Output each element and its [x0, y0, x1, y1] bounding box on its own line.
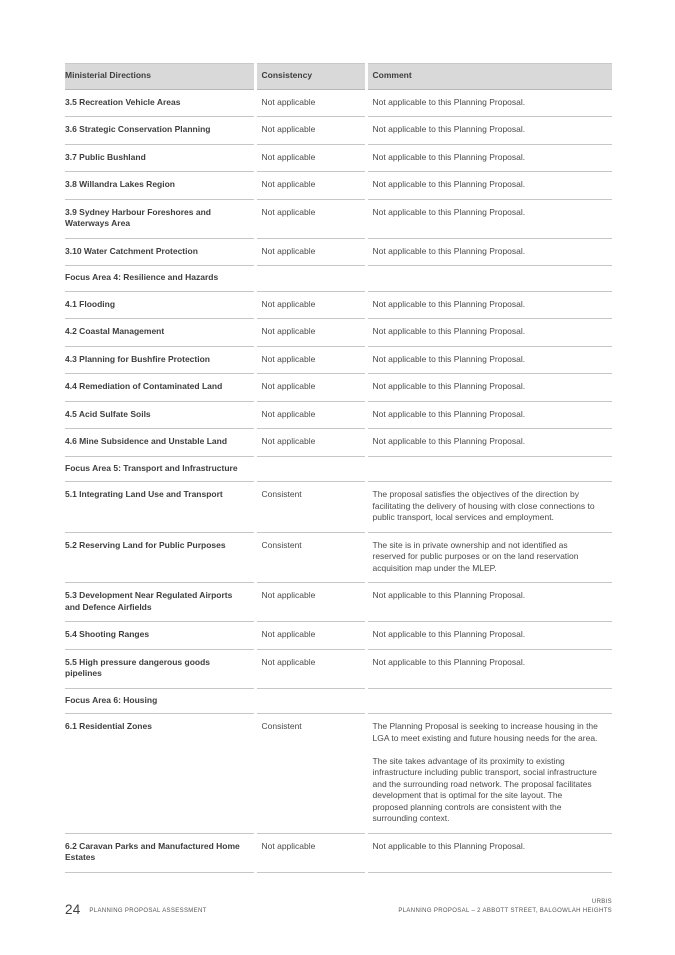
direction-cell: 4.2 Coastal Management [65, 319, 255, 347]
comment-cell [366, 346, 612, 374]
comment-paragraph: Not applicable to this Planning Proposal. [372, 151, 526, 162]
table-row [65, 482, 612, 533]
consistency-cell: Not applicable [255, 346, 366, 374]
section-title: Focus Area 6: Housing [65, 688, 612, 714]
table-row [65, 238, 612, 266]
table-row [65, 429, 612, 457]
comment-cell [366, 144, 612, 172]
comment-cell [366, 117, 612, 145]
comment-paragraph: Not applicable to this Planning Proposal. [372, 408, 526, 419]
comment-paragraph: Not applicable to this Planning Proposal. [372, 245, 526, 256]
consistency-cell: Not applicable [255, 374, 366, 402]
table-row [65, 622, 612, 650]
consistency-cell: Not applicable [255, 238, 366, 266]
comment-cell [366, 649, 612, 688]
section-row [65, 688, 612, 714]
comment-cell [366, 482, 612, 533]
page-number: 24 [65, 902, 81, 917]
direction-cell: 4.6 Mine Subsidence and Unstable Land [65, 429, 255, 457]
comment-cell [366, 291, 612, 319]
direction-cell: 3.7 Public Bushland [65, 144, 255, 172]
comment-cell [366, 172, 612, 200]
comment-cell [366, 89, 612, 117]
comment-paragraph: Not applicable to this Planning Proposal. [372, 840, 526, 851]
table-row [65, 89, 612, 117]
direction-cell: 3.5 Recreation Vehicle Areas [65, 89, 255, 117]
comment-paragraph: Not applicable to this Planning Proposal. [372, 96, 526, 107]
section-title: Focus Area 5: Transport and Infrastructure [65, 456, 612, 482]
table-row [65, 199, 612, 238]
table-row [65, 374, 612, 402]
consistency-cell: Not applicable [255, 401, 366, 429]
direction-cell: 6.2 Caravan Parks and Manufactured Home Estates [65, 833, 255, 872]
direction-cell: 3.6 Strategic Conservation Planning [65, 117, 255, 145]
comment-cell [366, 429, 612, 457]
direction-cell: 5.2 Reserving Land for Public Purposes [65, 532, 255, 583]
comment-cell [366, 833, 612, 872]
section-title: Focus Area 4: Resilience and Hazards [65, 266, 612, 292]
consistency-cell: Not applicable [255, 833, 366, 872]
consistency-cell: Not applicable [255, 291, 366, 319]
direction-cell: 4.5 Acid Sulfate Soils [65, 401, 255, 429]
direction-cell: 4.4 Remediation of Contaminated Land [65, 374, 255, 402]
table-row [65, 172, 612, 200]
consistency-cell: Not applicable [255, 144, 366, 172]
comment-cell [366, 401, 612, 429]
consistency-cell: Consistent [255, 532, 366, 583]
comment-cell [366, 532, 612, 583]
consistency-cell: Not applicable [255, 117, 366, 145]
footer-left [65, 903, 207, 916]
page-footer [65, 898, 612, 916]
section-row [65, 456, 612, 482]
comment-paragraph: Not applicable to this Planning Proposal. [372, 629, 526, 639]
comment-cell [366, 238, 612, 266]
comment-paragraph: Not applicable to this Planning Proposal. [372, 298, 526, 309]
comment-paragraph: The site takes advantage of its proximity to existing infrastructure including public transport, social infrastructure and the surrounding road network. The proposal facilitates development that is optimal for the site layout. The proposed planning controls are consistent with the surrounding context. [372, 755, 597, 823]
comment-paragraph: Not applicable to this Planning Proposal. [372, 353, 526, 364]
section-row [65, 266, 612, 292]
direction-cell: 3.10 Water Catchment Protection [65, 238, 255, 266]
direction-cell: 5.1 Integrating Land Use and Transport [65, 482, 255, 533]
direction-cell: 4.1 Flooding [65, 291, 255, 319]
column-header-consistency: Consistency [255, 64, 366, 90]
table-row [65, 649, 612, 688]
table-row [65, 583, 612, 622]
consistency-cell: Not applicable [255, 583, 366, 622]
table-row [65, 532, 612, 583]
header-row [65, 64, 612, 90]
table-row [65, 144, 612, 172]
consistency-cell: Not applicable [255, 89, 366, 117]
direction-cell: 4.3 Planning for Bushfire Protection [65, 346, 255, 374]
direction-cell: 5.5 High pressure dangerous goods pipelines [65, 649, 255, 688]
direction-cell: 5.4 Shooting Ranges [65, 622, 255, 650]
comment-cell [366, 622, 612, 650]
consistency-cell: Not applicable [255, 429, 366, 457]
comment-paragraph: Not applicable to this Planning Proposal. [372, 656, 526, 667]
footer-company-name: URBIS [591, 899, 612, 905]
column-header-ministerial-directions: Ministerial Directions [65, 64, 255, 90]
table-row [65, 117, 612, 145]
consistency-cell: Consistent [255, 714, 366, 834]
direction-cell: 6.1 Residential Zones [65, 714, 255, 834]
consistency-cell: Not applicable [255, 172, 366, 200]
consistency-cell: Not applicable [255, 649, 366, 688]
comment-cell [366, 199, 612, 238]
comment-paragraph: Not applicable to this Planning Proposal. [372, 590, 526, 600]
footer-document-title: PLANNING PROPOSAL – 2 ABBOTT STREET, BALGOWLAH HEIGHTS [398, 908, 612, 914]
table-row [65, 833, 612, 872]
comment-paragraph: Not applicable to this Planning Proposal. [372, 179, 526, 189]
table-header [65, 64, 612, 90]
table-row [65, 714, 612, 834]
table-row [65, 346, 612, 374]
table-row [65, 291, 612, 319]
consistency-cell: Not applicable [255, 319, 366, 347]
comment-paragraph: The site is in private ownership and not identified as reserved for public purposes or on the land reservation acquisition map under the MLEP. [372, 539, 579, 573]
footer-right [398, 898, 612, 916]
consistency-cell: Not applicable [255, 622, 366, 650]
column-header-comment: Comment [366, 64, 612, 90]
comment-cell [366, 714, 612, 834]
direction-cell: 3.8 Willandra Lakes Region [65, 172, 255, 200]
direction-cell: 5.3 Development Near Regulated Airports and Defence Airfields [65, 583, 255, 622]
comment-cell [366, 319, 612, 347]
footer-section-label: PLANNING PROPOSAL ASSESSMENT [89, 908, 207, 914]
comment-paragraph: Not applicable to this Planning Proposal. [372, 124, 526, 134]
comment-paragraph: Not applicable to this Planning Proposal. [372, 381, 526, 391]
comment-paragraph: The proposal satisfies the objectives of the direction by facilitating the delivery of housing with close connections to public transport, local services and employment. [372, 489, 595, 522]
direction-cell: 3.9 Sydney Harbour Foreshores and Waterways Area [65, 199, 255, 238]
comment-paragraph: Not applicable to this Planning Proposal. [372, 326, 526, 336]
comment-paragraph: The Planning Proposal is seeking to increase housing in the LGA to meet existing and future housing needs for the area. [372, 721, 598, 743]
comment-paragraph: Not applicable to this Planning Proposal. [372, 436, 526, 446]
table-row [65, 401, 612, 429]
table-body [65, 89, 612, 872]
consistency-cell: Not applicable [255, 199, 366, 238]
table-row [65, 319, 612, 347]
comment-cell [366, 374, 612, 402]
ministerial-directions-table [65, 63, 612, 873]
comment-paragraph: Not applicable to this Planning Proposal. [372, 206, 526, 217]
comment-cell [366, 583, 612, 622]
consistency-cell: Consistent [255, 482, 366, 533]
